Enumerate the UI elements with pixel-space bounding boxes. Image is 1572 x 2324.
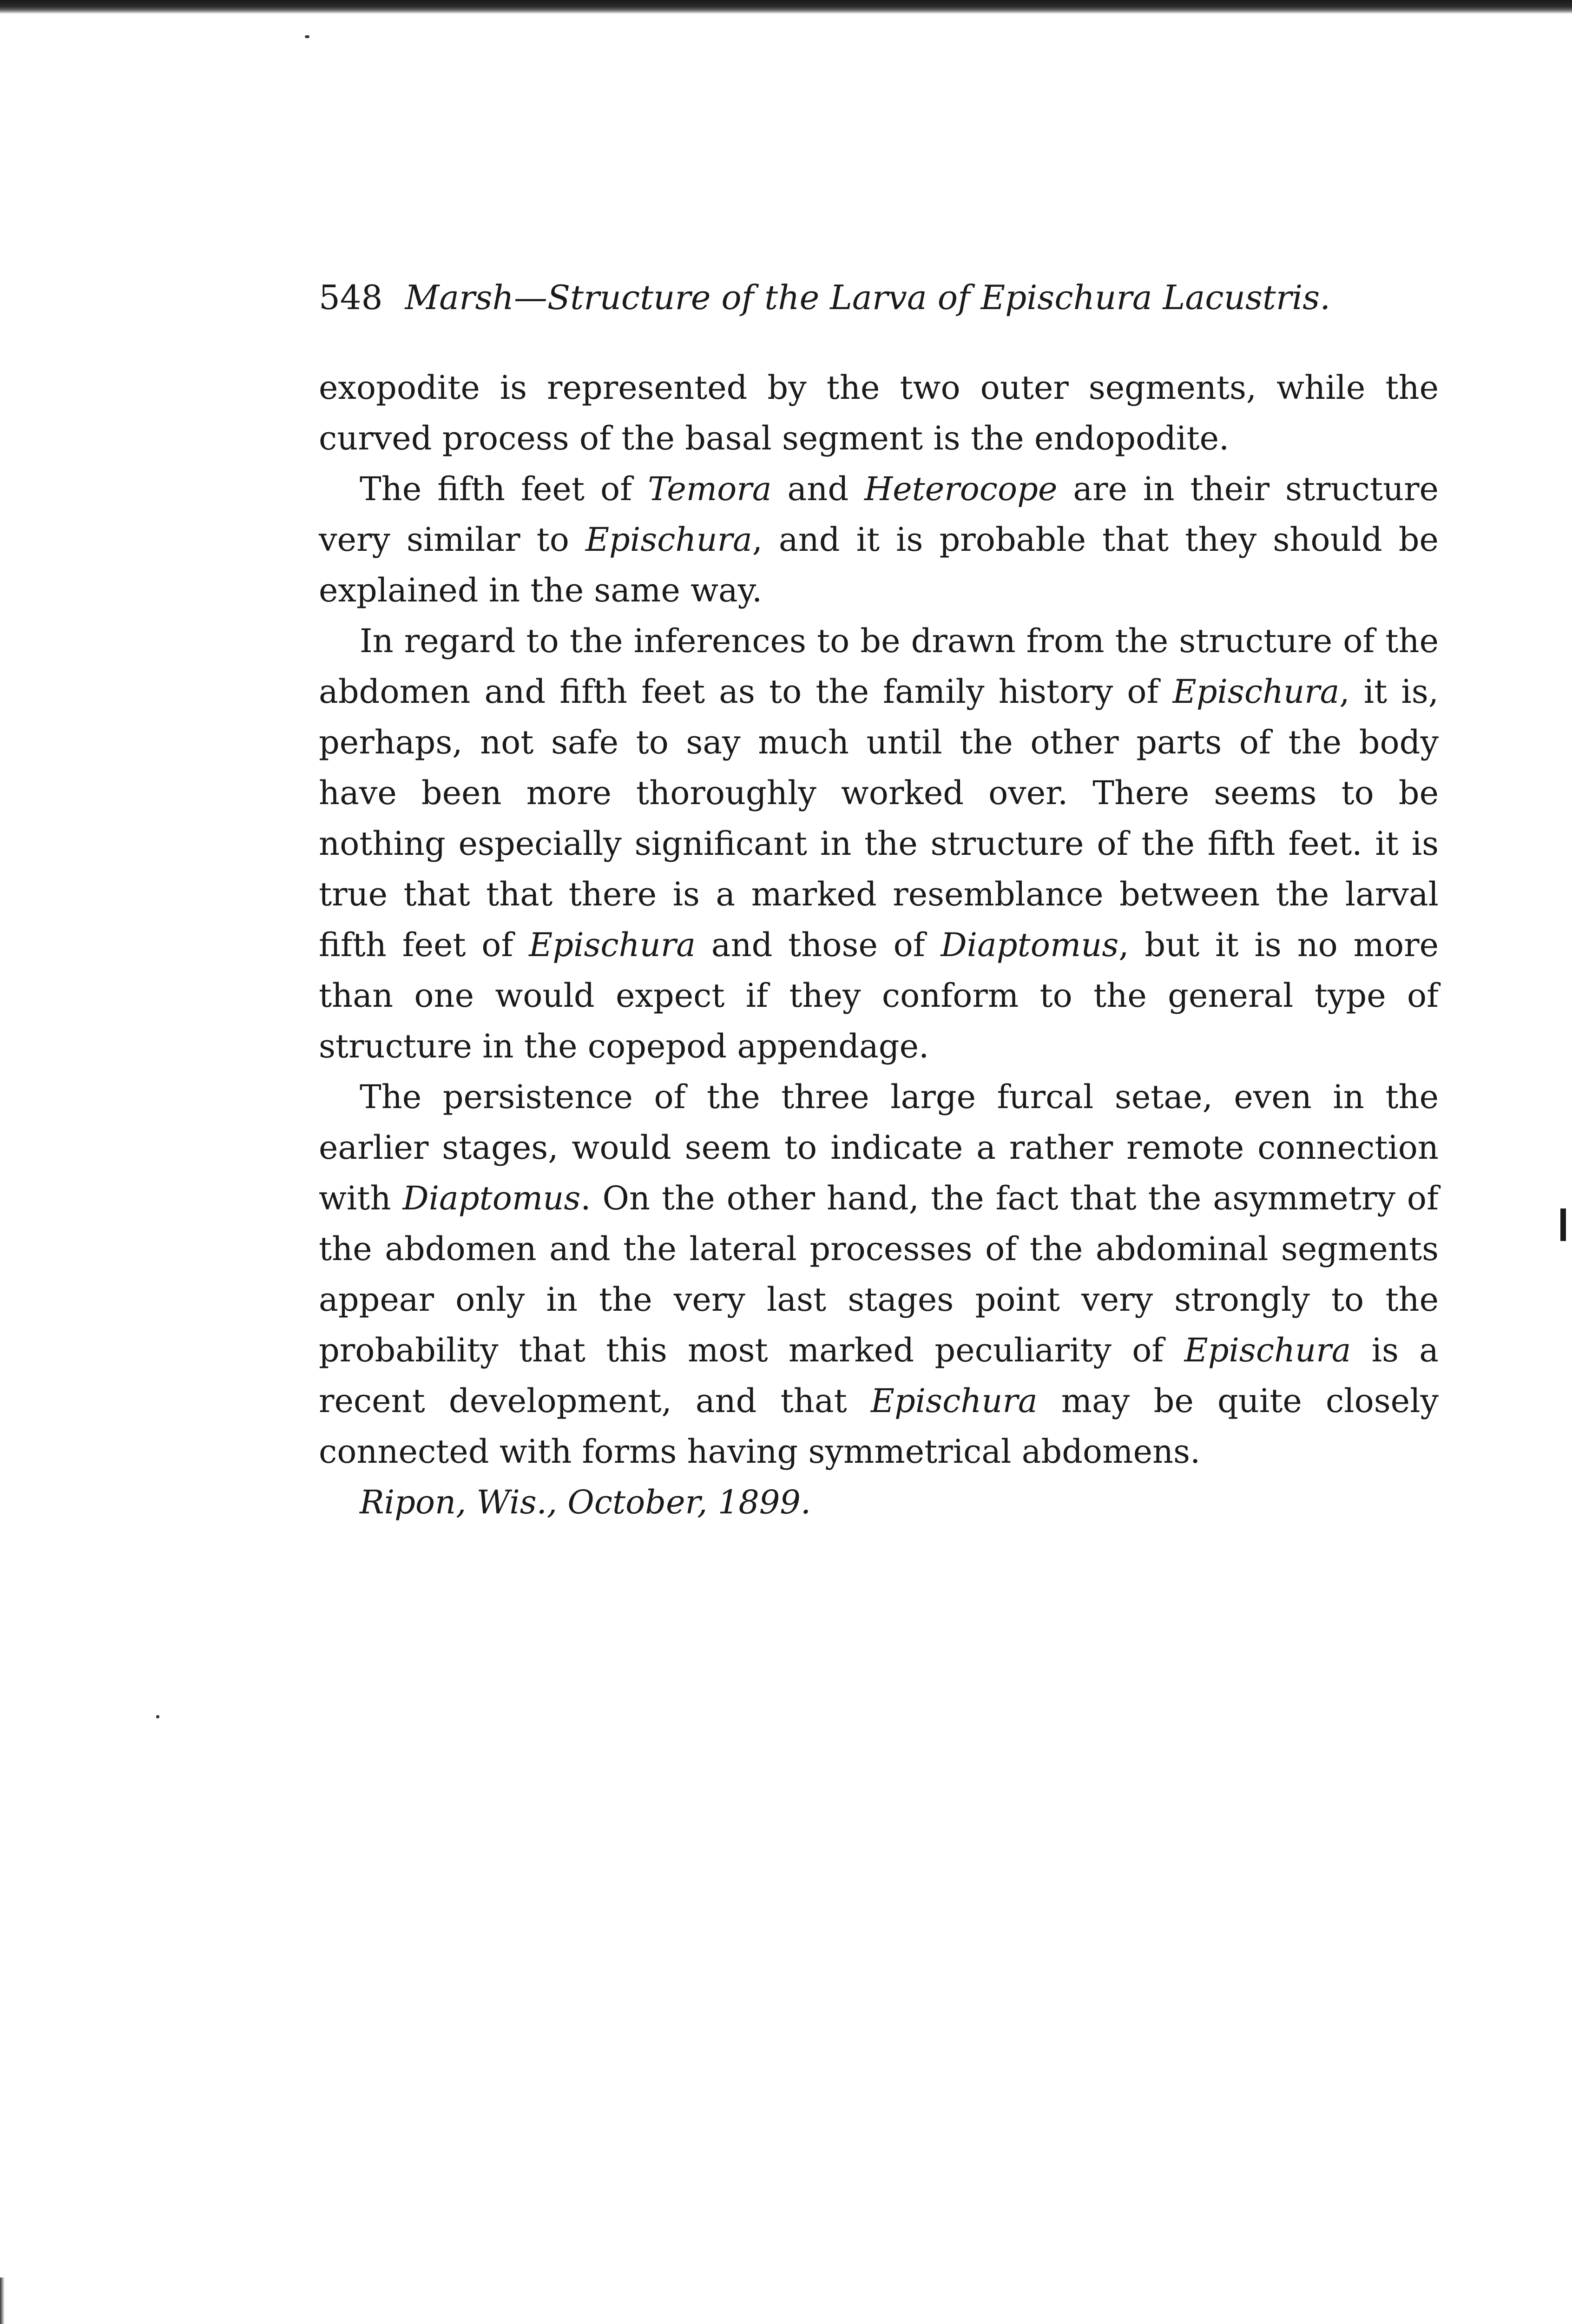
scan-top-edge <box>0 0 1572 14</box>
scan-speck <box>305 35 309 38</box>
p3-c: and those of <box>695 926 941 964</box>
scan-right-mark <box>1560 1208 1566 1241</box>
p2-d: , and it is probable that they should be explained in the same way. <box>319 521 1439 609</box>
page-number: 548 <box>319 278 383 317</box>
p4-c: is a recent development, and that <box>319 1331 1439 1420</box>
genus-epischura: Epischura <box>585 521 752 559</box>
p2-b: and <box>771 470 865 508</box>
genus-heterocope: Heterocope <box>864 470 1058 508</box>
p4-b: . On the other hand, the fact that the asymmetry of the abdomen and the lateral processes of the abdominal segments appear only in the very last stages point very strongly to the probability that this most marked peculiarity of <box>319 1179 1439 1369</box>
p3-d: , but it is no more than one would expect if they conform to the general type of structure in the copepod appendage. <box>319 926 1439 1065</box>
genus-epischura: Epischura <box>1172 673 1340 711</box>
p3-a: In regard to the inferences to be drawn from the structure of the abdomen and fifth feet as to the family history of <box>319 622 1439 711</box>
paragraph-2 <box>319 464 1439 616</box>
signoff-place-date <box>319 1477 1439 1528</box>
signoff-text: Ripon, Wis., October, 1899. <box>360 1483 811 1521</box>
p3-b: , it is, perhaps, not safe to say much until the other parts of the body have been more thoroughly worked over. There seems to be nothing especially significant in the structure of the fifth feet. it is true that that there is a marked resemblance between the larval fifth feet of <box>319 673 1439 964</box>
p4-a: The persistence of the three large furcal setae, even in the earlier stages, would seem to indicate a rather remote connection with <box>319 1078 1439 1217</box>
paragraph-4 <box>319 1072 1439 1477</box>
genus-epischura: Epischura <box>1184 1331 1351 1369</box>
genus-diaptomus: Diaptomus <box>402 1179 581 1217</box>
scan-left-edge <box>0 2278 5 2324</box>
running-header <box>319 278 1439 334</box>
genus-epischura: Epischura <box>870 1382 1038 1420</box>
genus-diaptomus: Diaptomus <box>941 926 1119 964</box>
paragraph-1 <box>319 363 1439 464</box>
article-body <box>319 363 1439 1528</box>
paragraph-1-text: exopodite is represented by the two outer segments, while the curved process of the basal segment is the endopodite. <box>319 369 1439 457</box>
genus-temora: Temora <box>648 470 772 508</box>
running-title: Marsh—Structure of the Larva of Epischura Lacustris. <box>405 278 1331 317</box>
p2-a: The fifth feet of <box>360 470 648 508</box>
p2-c: are in their structure very similar to <box>319 470 1439 559</box>
p4-d: may be quite closely connected with forms having symmetrical abdomens. <box>319 1382 1439 1471</box>
paragraph-3 <box>319 616 1439 1072</box>
genus-epischura: Epischura <box>529 926 696 964</box>
scan-speck <box>156 1715 159 1718</box>
